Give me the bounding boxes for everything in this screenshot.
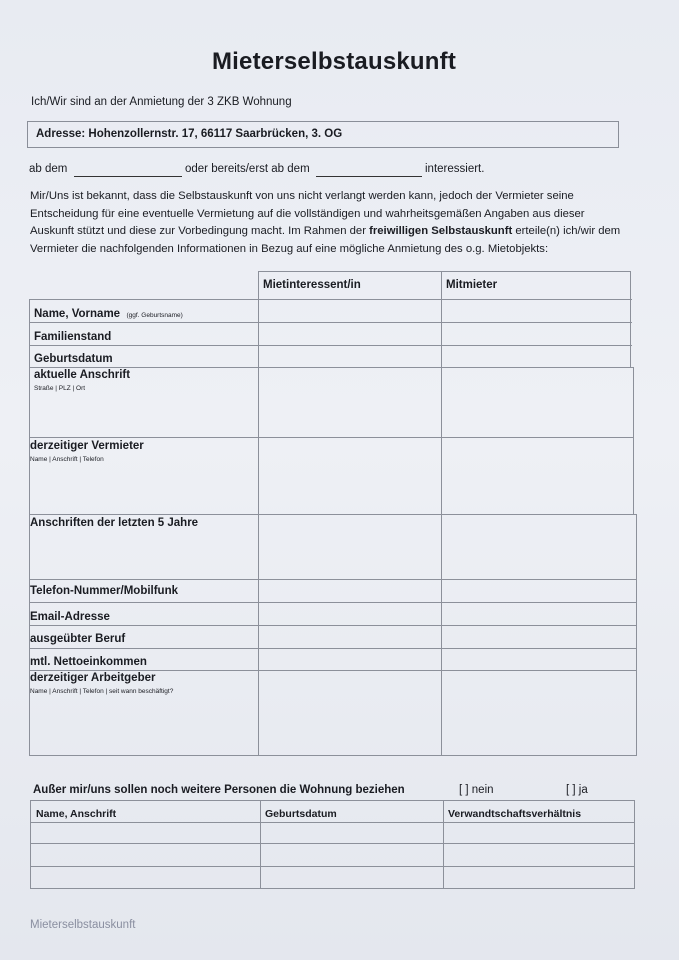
header-name-anschrift: Name, Anschrift (36, 808, 117, 820)
consent-paragraph (30, 188, 640, 258)
row-label-netto: mtl. Nettoeinkommen (30, 656, 147, 668)
date-line (29, 163, 629, 179)
address-text: Adresse: Hohenzollernstr. 17, 66117 Saarbrücken, 3. OG (36, 128, 343, 140)
row-label-telefon: Telefon-Nummer/Mobilfunk (30, 585, 179, 597)
header-geburtsdatum: Geburtsdatum (265, 808, 337, 820)
row-label-anschrift: aktuelle Anschrift (34, 369, 131, 381)
row-label-beruf: ausgeübter Beruf (30, 633, 126, 645)
row-note-birthname: (ggf. Geburtsname) (126, 312, 183, 319)
ab-dem-label: ab dem (29, 163, 68, 175)
row-label-name: Name, Vorname (ggf. Geburtsname) (34, 308, 183, 320)
row-label-anschriften5: Anschriften der letzten 5 Jahre (30, 517, 199, 529)
row-label-email: Email-Adresse (30, 611, 110, 623)
emphasis-text: freiwilligen Selbstauskunft (369, 225, 513, 237)
intro-text: Ich/Wir sind an der Anmietung der 3 ZKB Wohnung (31, 96, 292, 108)
row-sub-anschrift: Straße | PLZ | Ort (34, 385, 86, 392)
row-label-vermieter: derzeitiger Vermieter (30, 440, 144, 452)
header-verwandtschaft: Verwandtschaftsverhältnis (448, 808, 582, 820)
row-label-geburtsdatum: Geburtsdatum (34, 353, 113, 365)
oder-label: oder bereits/erst ab dem (185, 163, 310, 175)
paragraph-line: Mir/Uns ist bekannt, dass die Selbstauskunft von uns nicht verlangt werden kann, jedoch der Vermieter seine (30, 190, 574, 202)
page-title: Mieterselbstauskunft (211, 48, 457, 75)
alt-date-field[interactable] (316, 176, 422, 177)
header-mitmieter: Mitmieter (446, 279, 498, 291)
row-sub-arbeitgeber: Name | Anschrift | Telefon | seit wann beschäftigt? (30, 688, 174, 695)
address-box (27, 121, 619, 148)
option-ja[interactable]: [ ] ja (566, 784, 588, 796)
option-nein[interactable]: [ ] nein (459, 784, 494, 796)
paragraph-line: Vermieter die nachfolgenden Informationen in Bezug auf eine mögliche Anmietung des o.g. Mietobjekts: (30, 242, 549, 255)
start-date-field[interactable] (74, 176, 182, 177)
row-label-arbeitgeber: derzeitiger Arbeitgeber (30, 672, 156, 684)
interessiert-label: interessiert. (425, 163, 485, 175)
header-mietinteressent: Mietinteressent/in (263, 279, 361, 291)
persons-question: Außer mir/uns sollen noch weitere Personen die Wohnung beziehen (33, 784, 405, 796)
row-label-familienstand: Familienstand (34, 331, 112, 343)
paragraph-line: Auskunft stützt und diese zur Vorbedingung macht. Im Rahmen der freiwilligen Selbstauskunft erteile(n) ich/wir dem (30, 225, 621, 237)
row-sub-vermieter: Name | Anschrift | Telefon (30, 456, 104, 463)
paragraph-line: Entscheidung für eine eventuelle Vermietung auf die vollständigen und wahrheitsgemäßen Angaben aus dieser (30, 207, 585, 220)
footer-text: Mieterselbstauskunft (30, 919, 136, 931)
